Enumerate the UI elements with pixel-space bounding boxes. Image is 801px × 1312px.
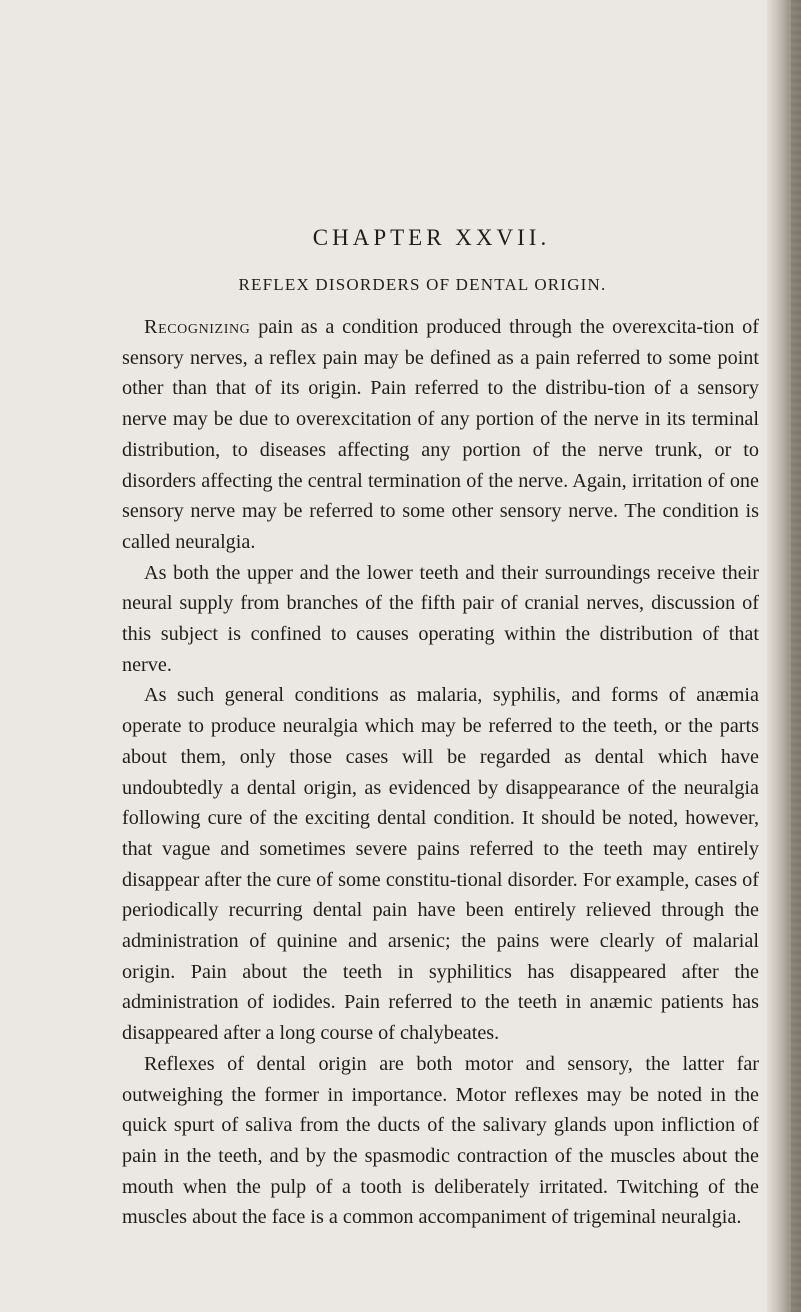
chapter-title: CHAPTER XXVII. xyxy=(312,225,551,250)
paragraph-1 xyxy=(122,312,759,558)
page-edge-shadow xyxy=(767,0,801,1312)
section-title: REFLEX DISORDERS OF DENTAL ORIGIN. xyxy=(238,275,607,294)
paragraph-2 xyxy=(122,558,759,681)
paragraph-text: pain as a condition produced through the overexcita-tion of sensory nerves, a reflex pain may be defined as a pain referred to some point other than that of its origin. Pain referred to the distribu-tion of a sensory nerve may be due to overexcitation of any portion of the nerve in its terminal distribution, to diseases affecting any portion of the nerve trunk, or to disorders affecting the central termination of the nerve. Again, irritation of one sensory nerve may be referred to some other sensory nerve. The condition is called neuralgia. xyxy=(122,316,759,553)
paragraph-lead-word: Recognizing xyxy=(144,316,251,338)
paragraph-text: Reflexes of dental origin are both motor and sensory, the latter far outweighing the former in importance. Motor reflexes may be noted in the quick spurt of saliva from the ducts of the salivary glands upon infliction of pain in the teeth, and by the spasmodic contraction of the muscles about the mouth when the pulp of a tooth is deliberately irritated. Twitching of the muscles about the face is a common accompaniment of trigeminal neuralgia. xyxy=(122,1052,759,1229)
paragraph-4 xyxy=(122,1049,759,1233)
body-text xyxy=(122,312,759,1233)
paragraph-text: As both the upper and the lower teeth and their surroundings receive their neural supply from branches of the fifth pair of cranial nerves, discussion of this subject is confined to causes operating within the distribution of that nerve. xyxy=(122,561,759,676)
paragraph-text: As such general conditions as malaria, syphilis, and forms of anæmia operate to produce neuralgia which may be referred to the teeth, or the parts about them, only those cases will be regarded as dental which have undoubtedly a dental origin, as evidenced by disappearance of the neuralgia following cure of the exciting dental condition. It should be noted, however, that vague and sometimes severe pains referred to the teeth may entirely disappear after the cure of some constitu-tional disorder. For example, cases of periodically recurring dental pain have been entirely relieved through the administration of quinine and arsenic; the pains were clearly of malarial origin. Pain about the teeth in syphilitics has disappeared after the administration of iodides. Pain referred to the teeth in anæmic patients has disappeared after a long course of chalybeates. xyxy=(122,684,759,1045)
paragraph-3 xyxy=(122,680,759,1048)
